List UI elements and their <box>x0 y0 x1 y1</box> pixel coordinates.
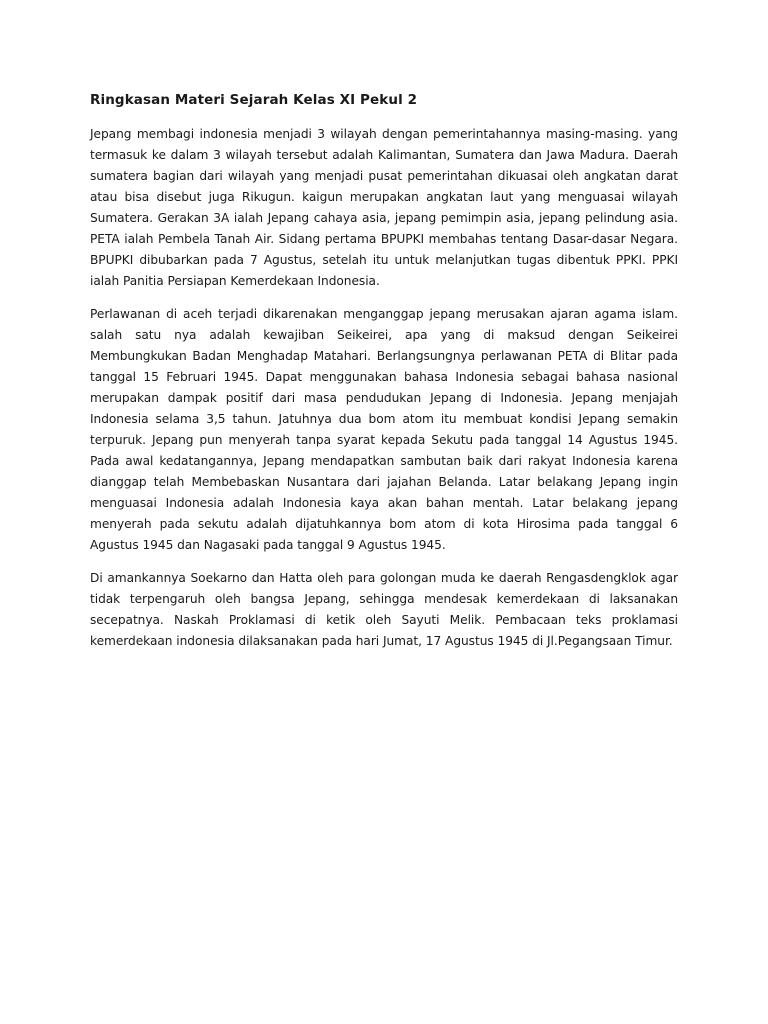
document-body <box>90 92 678 664</box>
document-title: Ringkasan Materi Sejarah Kelas XI Pekul 2 <box>90 92 418 108</box>
paragraph-1: Jepang membagi indonesia menjadi 3 wilayah dengan pemerintahannya masing-masing. yang termasuk ke dalam 3 wilayah tersebut adalah Kalimantan, Sumatera dan Jawa Madura. Daerah sumatera bagian dari wilayah yang menjadi pusat pemerintahan dikuasai oleh angkatan darat atau bisa disebut juga Rikugun. kaigun merupakan angkatan laut yang menguasai wilayah Sumatera. Gerakan 3A ialah Jepang cahaya asia, jepang pemimpin asia, jepang pelindung asia. PETA ialah Pembela Tanah Air. Sidang pertama BPUPKI membahas tentang Dasar-dasar Negara. BPUPKI dibubarkan pada 7 Agustus, setelah itu untuk melanjutkan tugas dibentuk PPKI. PPKI ialah Panitia Persiapan Kemerdekaan Indonesia. <box>90 127 678 288</box>
paragraph-3: Di amankannya Soekarno dan Hatta oleh para golongan muda ke daerah Rengasdengklok agar tidak terpengaruh oleh bangsa Jepang, sehingga mendesak kemerdekaan di laksanakan secepatnya. Naskah Proklamasi di ketik oleh Sayuti Melik. Pembacaan teks proklamasi kemerdekaan indonesia dilaksanakan pada hari Jumat, 17 Agustus 1945 di Jl.Pegangsaan Timur. <box>90 571 678 648</box>
paragraph-2: Perlawanan di aceh terjadi dikarenakan menganggap jepang merusakan ajaran agama islam. salah satu nya adalah kewajiban Seikeirei, apa yang di maksud dengan Seikeirei Membungkukan Badan Menghadap Matahari. Berlangsungnya perlawanan PETA di Blitar pada tanggal 15 Februari 1945. Dapat menggunakan bahasa Indonesia sebagai bahasa nasional merupakan dampak positif dari masa pendudukan Jepang di Indonesia. Jepang menjajah Indonesia selama 3,5 tahun. Jatuhnya dua bom atom itu membuat kondisi Jepang semakin terpuruk. Jepang pun menyerah tanpa syarat kepada Sekutu pada tanggal 14 Agustus 1945. Pada awal kedatangannya, Jepang mendapatkan sambutan baik dari rakyat Indonesia karena dianggap telah Membebaskan Nusantara dari jajahan Belanda. Latar belakang Jepang ingin menguasai Indonesia adalah Indonesia kaya akan bahan mentah. Latar belakang jepang menyerah pada sekutu adalah dijatuhkannya bom atom di kota Hirosima pada tanggal 6 Agustus 1945 dan Nagasaki pada tanggal 9 Agustus 1945. <box>90 307 678 552</box>
